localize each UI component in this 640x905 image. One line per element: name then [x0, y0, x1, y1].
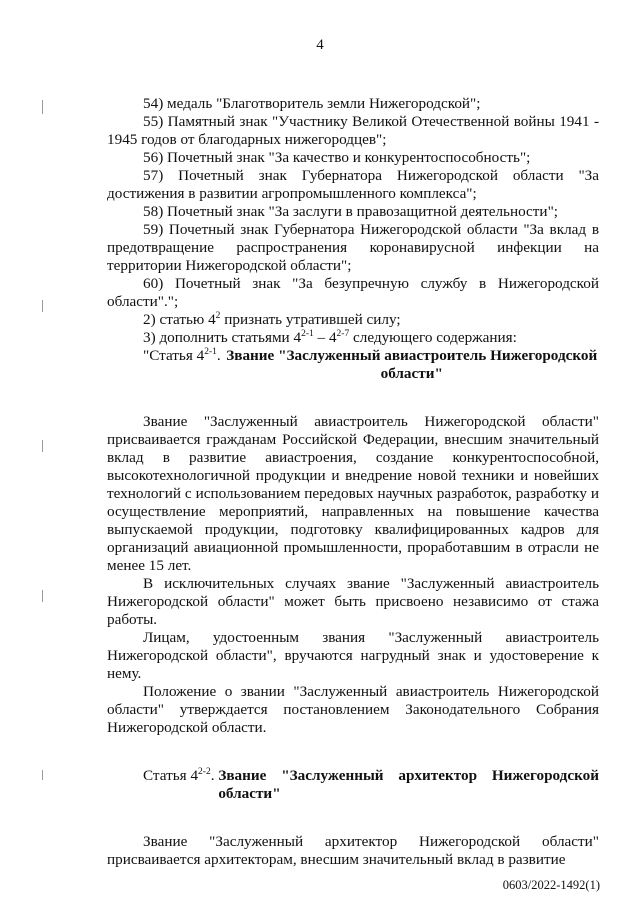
scan-mark	[42, 770, 43, 780]
repeal-item: 2) статью $4^2$ признать утратившей силу;	[143, 311, 401, 328]
scan-mark	[42, 590, 43, 602]
article-paragraph: Звание "Заслуженный архитектор Нижегородской области" присваивается архитекторам, внесшим значительный вклад в развитие	[107, 833, 599, 868]
list-item: 56) Почетный знак "За качество и конкурентоспособность";	[143, 149, 531, 166]
article-paragraph: В исключительных случаях звание "Заслуженный авиастроитель Нижегородской области" может быть присвоено независимо от стажа работы.	[107, 575, 599, 628]
article-paragraph: Звание "Заслуженный авиастроитель Нижегородской области" присваивается гражданам Российской Федерации, внесшим значительный вклад в развитие авиастроения, создание конкурентоспособной, высокотехнологичной продукции и внедрение новой техники и новейших технологий с использованием передовых научных разработок, разработку и осуществление мероприятий, направленных на повышение качества выпускаемой продукции, подготовку квалифицированных кадров для организаций авиационной промышленности, проработавшим в отрасли не менее 15 лет.	[107, 413, 599, 574]
scan-mark	[42, 440, 43, 452]
article-label: "Статья 4$^{2-1}$.	[143, 347, 225, 364]
article-heading	[107, 347, 599, 383]
page-number: 4	[316, 37, 324, 53]
article-paragraph: Лицам, удостоенным звания "Заслуженный авиастроитель Нижегородской области", вручаются нагрудный знак и удостоверение к нему.	[107, 629, 599, 682]
addition-item: 3) дополнить статьями 4$^{2-1}$ – 4$^{2-7}$ следующего содержания:	[143, 329, 517, 346]
list-item: 59) Почетный знак Губернатора Нижегородской области "За вклад в предотвращение распространения коронавирусной инфекции на территории Нижегородской области";	[107, 221, 599, 274]
amendment-list	[107, 95, 599, 311]
list-item: 60) Почетный знак "За безупречную службу в Нижегородской области".";	[107, 275, 600, 310]
list-item: 57) Почетный знак Губернатора Нижегородской области "За достижения в развитии агропромышленного комплекса";	[107, 167, 600, 202]
article-title: Звание "Заслуженный авиастроитель Нижегородской области"	[226, 347, 598, 382]
list-item: 54) медаль "Благотворитель земли Нижегородской";	[143, 95, 481, 112]
scan-mark	[42, 300, 43, 312]
article-title: Звание "Заслуженный архитектор Нижегородской области"	[218, 767, 599, 802]
article-heading	[107, 767, 599, 803]
scan-mark	[42, 100, 43, 114]
list-item: 58) Почетный знак "За заслуги в правозащитной деятельности";	[143, 203, 558, 220]
article-label: Статья 4$^{2-2}$.	[143, 767, 219, 784]
list-item: 55) Памятный знак "Участнику Великой Отечественной войны 1941 - 1945 годов от благодарных нижегородцев";	[107, 113, 600, 148]
document-body	[107, 95, 599, 869]
article-paragraph: Положение о звании "Заслуженный авиастроитель Нижегородской области" утверждается постановлением Законодательного Собрания Нижегородской области.	[107, 683, 599, 736]
document-code: 0603/2022-1492(1)	[502, 878, 600, 892]
